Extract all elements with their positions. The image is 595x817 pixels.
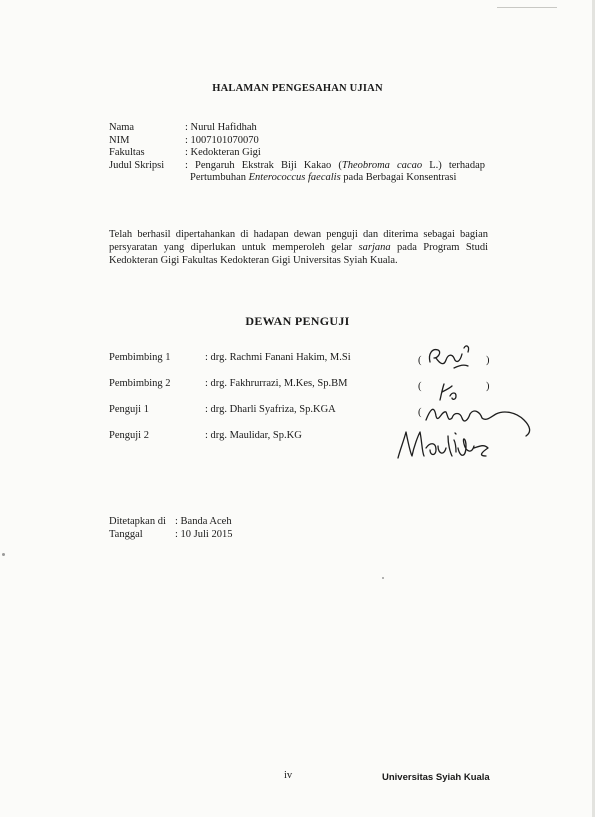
- judul-label: Judul Skripsi: [109, 159, 165, 171]
- board-role: Penguji 1: [109, 404, 149, 415]
- board-role: Pembimbing 2: [109, 378, 171, 389]
- university-footer: Universitas Syiah Kuala: [382, 772, 490, 783]
- board-member-name: : drg. Dharli Syafriza, Sp.KGA: [205, 404, 336, 415]
- tanggal-value: : 10 Juli 2015: [175, 528, 233, 540]
- info-row-judul-cont: [109, 172, 485, 185]
- scan-speck: [382, 577, 384, 579]
- judul-text: Pertumbuhan: [190, 172, 249, 183]
- paragraph-text: Telah berhasil dipertahankan di hadapan dewan penguji dan diterima sebagai bagian persyaratan yang diperlukan untuk memperoleh gelar: [109, 229, 488, 253]
- judul-species-italic: Enterococcus faecalis: [248, 172, 341, 183]
- signature-paren-open: (: [418, 407, 422, 418]
- board-role: Pembimbing 1: [109, 352, 171, 363]
- board-row: [109, 352, 405, 378]
- decision-row-place: [109, 516, 232, 529]
- student-info: [109, 122, 485, 185]
- info-row-nama: [109, 122, 485, 135]
- judul-value-line2: [190, 172, 456, 185]
- board-row: [109, 404, 405, 430]
- signature-paren-open: (: [418, 381, 422, 392]
- board-title: DEWAN PENGUJI: [245, 314, 350, 328]
- judul-text: pada Berbagai Konsentrasi: [340, 172, 457, 183]
- board-role: Penguji 2: [109, 430, 149, 441]
- info-row-fakultas: [109, 147, 485, 160]
- degree-italic: sarjana: [358, 241, 391, 253]
- decision-info: [109, 516, 232, 541]
- info-row-judul: [109, 160, 485, 173]
- approval-paragraph: [109, 229, 488, 267]
- board-member-name: : drg. Fakhrurrazi, M.Kes, Sp.BM: [205, 378, 348, 389]
- judul-text: L.) terhadap: [422, 159, 485, 171]
- info-row-nim: [109, 135, 485, 148]
- nama-label: Nama: [109, 122, 135, 133]
- fakultas-label: Fakultas: [109, 147, 145, 158]
- signature-paren-close: ): [486, 381, 490, 392]
- board-member-name: : drg. Rachmi Fanani Hakim, M.Si: [205, 352, 351, 363]
- board-row: [109, 378, 405, 404]
- judul-species-italic: Theobroma cacao: [341, 159, 423, 171]
- nama-value: : Nurul Hafidhah: [185, 122, 257, 133]
- tanggal-label: Tanggal: [109, 528, 143, 540]
- nim-label: NIM: [109, 134, 130, 146]
- examiner-board: [109, 352, 405, 456]
- page-number: iv: [284, 770, 293, 781]
- board-row: [109, 430, 405, 456]
- scan-speck: [2, 553, 5, 556]
- signature-paren-open: (: [418, 355, 422, 366]
- decision-row-date: [109, 529, 232, 542]
- signature-paren-close: ): [486, 355, 490, 366]
- nim-value: : 1007101070070: [185, 134, 259, 146]
- scan-speck: [497, 7, 557, 8]
- judul-value-line1: [185, 160, 485, 173]
- handwritten-signatures: [392, 340, 542, 470]
- judul-text: : Pengaruh Ekstrak Biji Kakao (: [185, 159, 342, 171]
- fakultas-value: : Kedokteran Gigi: [185, 147, 261, 158]
- ditetapkan-value: : Banda Aceh: [175, 516, 232, 527]
- ditetapkan-label: Ditetapkan di: [109, 516, 166, 527]
- board-member-name: : drg. Maulidar, Sp.KG: [205, 430, 302, 441]
- page-title: HALAMAN PENGESAHAN UJIAN: [212, 83, 383, 94]
- paragraph-text: pada Program Studi Kedokteran Gigi Fakultas Kedokteran Gigi Universitas Syiah Kuala.: [109, 241, 488, 266]
